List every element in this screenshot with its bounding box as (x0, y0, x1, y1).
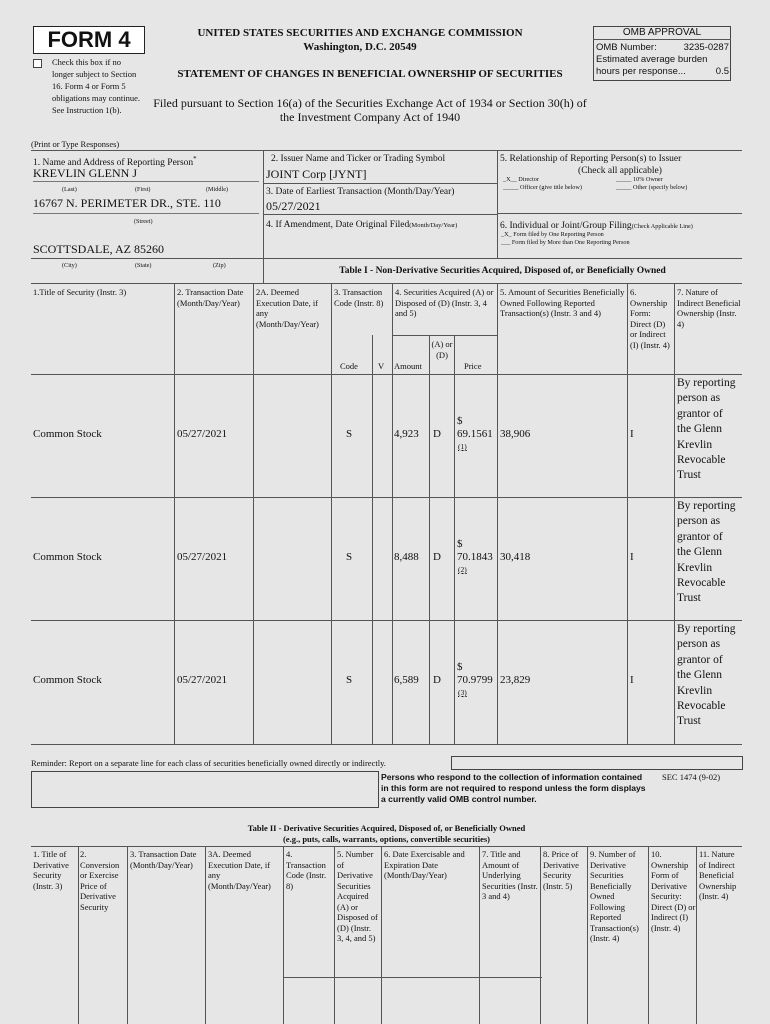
check-all-label: (Check all applicable) (578, 166, 662, 176)
table2-title: Table II - Derivative Securities Acquired, Disposed of, or Beneficially Owned (247, 823, 526, 833)
t1-date: 05/27/2021 (177, 428, 228, 440)
t2-col-number: 5. Number of Derivative Securities Acquired (A) or Disposed of (D) (Instr. 3, 4, and 5) (337, 849, 378, 943)
earliest-date-label: 3. Date of Earliest Transaction (Month/Day/Year) (266, 187, 455, 197)
t1-col-acquired: 4. Securities Acquired (A) or Disposed of (D) (Instr. 3, 4 and 5) (395, 287, 494, 318)
agency-location: Washington, D.C. 20549 (303, 41, 417, 53)
t1-security: Common Stock (33, 551, 102, 563)
t1-owned-following: 23,829 (500, 674, 531, 686)
t1-code: S (346, 428, 353, 440)
t1-code: S (346, 674, 353, 686)
t1-price-footnote-link[interactable]: (2) (458, 565, 467, 574)
t1-amount: 6,589 (394, 674, 419, 686)
reminder-box-left (31, 771, 379, 808)
earliest-date: 05/27/2021 (266, 199, 321, 213)
agency-name: UNITED STATES SECURITIES AND EXCHANGE COMMISSION (197, 27, 523, 39)
t1-ownership-form: I (630, 428, 634, 440)
omb-title: OMB APPROVAL (622, 27, 702, 38)
t1-a-or-d: D (433, 551, 441, 563)
t1-owned-following: 30,418 (500, 551, 531, 563)
omb-number-label: OMB Number: (596, 42, 657, 53)
t1-amount: 4,923 (394, 428, 419, 440)
t1-sub-amount: Amount (394, 361, 422, 371)
filed-pursuant-line1: Filed pursuant to Section 16(a) of the Securities Exchange Act of 1934 or Section 30(h) of (153, 96, 587, 110)
relationship-label: 5. Relationship of Reporting Person(s) to Issuer (500, 154, 682, 164)
table2-subtitle: (e.g., puts, calls, warrants, options, convertible securities) (282, 834, 491, 844)
issuer-name-ticker: JOINT Corp [JYNT] (266, 167, 367, 181)
t1-ownership-form: I (630, 551, 634, 563)
t2-col-price: 8. Price of Derivative Security (Instr. 5) (543, 849, 579, 891)
form-title: FORM 4 (47, 27, 131, 52)
t2-col-deemed: 3A. Deemed Execution Date, if any (Month/Day/Year) (208, 849, 271, 891)
officer-check[interactable]: _____ Officer (give title below) (503, 184, 582, 191)
omb-burden-label: Estimated average burden (596, 54, 708, 65)
t1-col-form: 6. Ownership Form: Direct (D) or Indirect (I) (Instr. 4) (630, 287, 670, 350)
street-address: 16767 N. PERIMETER DR., STE. 110 (33, 196, 221, 210)
t1-price-footnote-link[interactable]: (3) (458, 688, 467, 697)
other-check[interactable]: _____ Other (specify below) (616, 184, 688, 191)
t1-a-or-d: D (433, 428, 441, 440)
city-state-zip: SCOTTSDALE, AZ 85260 (33, 242, 165, 256)
t1-price-currency: $ (457, 415, 463, 427)
table1-title: Table I - Non-Derivative Securities Acquired, Disposed of, or Beneficially Owned (339, 266, 666, 276)
t2-col-code: 4. Transaction Code (Instr. 8) (286, 849, 327, 891)
t1-security: Common Stock (33, 428, 102, 440)
reminder-box-right (451, 756, 743, 770)
one-person-check[interactable]: _X_ Form filed by One Reporting Person (501, 231, 604, 238)
t1-owned-following: 38,906 (500, 428, 531, 440)
t2-col-title: 1. Title of Derivative Security (Instr. 3) (33, 849, 69, 891)
t1-price-footnote-link[interactable]: (1) (458, 442, 467, 451)
zip-label: (Zip) (213, 262, 226, 269)
t1-col-deemed: 2A. Deemed Execution Date, if any (Month/Day/Year) (256, 287, 319, 329)
t1-col-date: 2. Transaction Date (Month/Day/Year) (177, 287, 244, 308)
reporting-person-label: 1. Name and Address of Reporting Person* (33, 155, 197, 169)
street-label: (Street) (134, 218, 153, 225)
middle-name-label: (Middle) (206, 186, 228, 193)
checkbox-instruction: Check this box if no longer subject to Section 16. Form 4 or Form 5 obligations may continue. See Instruction 1(b). (52, 57, 141, 115)
t1-date: 05/27/2021 (177, 674, 228, 686)
t1-code: S (346, 551, 353, 563)
t2-col-date: 3. Transaction Date (Month/Day/Year) (130, 849, 197, 870)
exit-checkbox[interactable] (33, 59, 42, 68)
asterisk-mark: * (193, 155, 197, 163)
t1-ownership-form: I (630, 674, 634, 686)
joint-filing-label: 6. Individual or Joint/Group Filing(Check Applicable Line) (500, 221, 693, 231)
first-name-label: (First) (135, 186, 151, 193)
t1-nature-of-ownership: By reporting person as grantor of the Glenn Krevlin Revocable Trust (677, 500, 736, 605)
t1-date: 05/27/2021 (177, 551, 228, 563)
t1-a-or-d: D (433, 674, 441, 686)
sec-form-number: SEC 1474 (9-02) (662, 772, 721, 782)
t1-col-title: 1.Title of Security (Instr. 3) (33, 287, 127, 297)
filed-pursuant-line2: the Investment Company Act of 1940 (279, 110, 461, 124)
t1-sub-a-or-d: (A) or (D) (431, 339, 453, 360)
t1-nature-of-ownership: By reporting person as grantor of the Glenn Krevlin Revocable Trust (677, 377, 736, 482)
t1-nature-of-ownership: By reporting person as grantor of the Glenn Krevlin Revocable Trust (677, 623, 736, 728)
amendment-label: 4. If Amendment, Date Original Filed(Month/Day/Year) (266, 220, 458, 230)
omb-notice: Persons who respond to the collection of information contained in this form are not required to respond unless the form displays a currently valid OMB control number. (381, 772, 646, 804)
statement-title: STATEMENT OF CHANGES IN BENEFICIAL OWNERSHIP OF SECURITIES (177, 68, 563, 80)
t1-col-owned: 5. Amount of Securities Beneficially Owned Following Reported Transaction(s) (Instr. 3 and 4) (500, 287, 625, 318)
omb-hours-label: hours per response... (596, 66, 686, 77)
t1-amount: 8,488 (394, 551, 419, 563)
t2-col-conversion: 2. Conversion or Exercise Price of Derivative Security (80, 849, 120, 912)
t2-col-underlying: 7. Title and Amount of Underlying Securities (Instr. 3 and 4) (482, 849, 538, 901)
state-label: (State) (135, 262, 152, 269)
t2-col-exercisable: 6. Date Exercisable and Expiration Date (Month/Day/Year) (384, 849, 465, 880)
more-person-check[interactable]: ___ Form filed by More than One Reporting Person (501, 239, 630, 246)
last-name-label: (Last) (62, 186, 77, 193)
director-check[interactable]: _X__ Director (503, 176, 539, 183)
t1-security: Common Stock (33, 674, 102, 686)
reminder-text: Reminder: Report on a separate line for each class of securities beneficially owned directly or indirectly. (31, 758, 386, 768)
t1-sub-v: V (378, 361, 385, 371)
t1-price-currency: $ (457, 661, 463, 673)
t1-col-code: 3. Transaction Code (Instr. 8) (334, 287, 384, 308)
t1-price: 70.9799 (457, 674, 493, 686)
t1-price-currency: $ (457, 538, 463, 550)
t1-price: 69.1561 (457, 428, 493, 440)
omb-hours-value: 0.5 (715, 66, 729, 77)
t1-sub-code: Code (340, 361, 358, 371)
t1-price: 70.1843 (457, 551, 493, 563)
ten-percent-owner-check[interactable]: _____ 10% Owner (616, 176, 663, 183)
print-type-note: (Print or Type Responses) (31, 139, 120, 149)
t2-col-nature: 11. Nature of Indirect Beneficial Ownership (Instr. 4) (699, 849, 737, 901)
city-label: (City) (62, 262, 77, 269)
t1-sub-price: Price (464, 361, 482, 371)
t1-col-nature: 7. Nature of Indirect Beneficial Ownership (Instr. 4) (677, 287, 741, 329)
issuer-label: 2. Issuer Name and Ticker or Trading Symbol (271, 154, 446, 164)
t2-col-form: 10. Ownership Form of Derivative Security: Direct (D) or Indirect (I) (Instr. 4) (651, 849, 696, 933)
omb-number: 3235-0287 (683, 42, 729, 53)
t2-col-owned: 9. Number of Derivative Securities Beneficially Owned Following Reported Transaction(s) (Instr. 4) (590, 849, 639, 943)
reporting-person-name: KREVLIN GLENN J (33, 166, 137, 180)
